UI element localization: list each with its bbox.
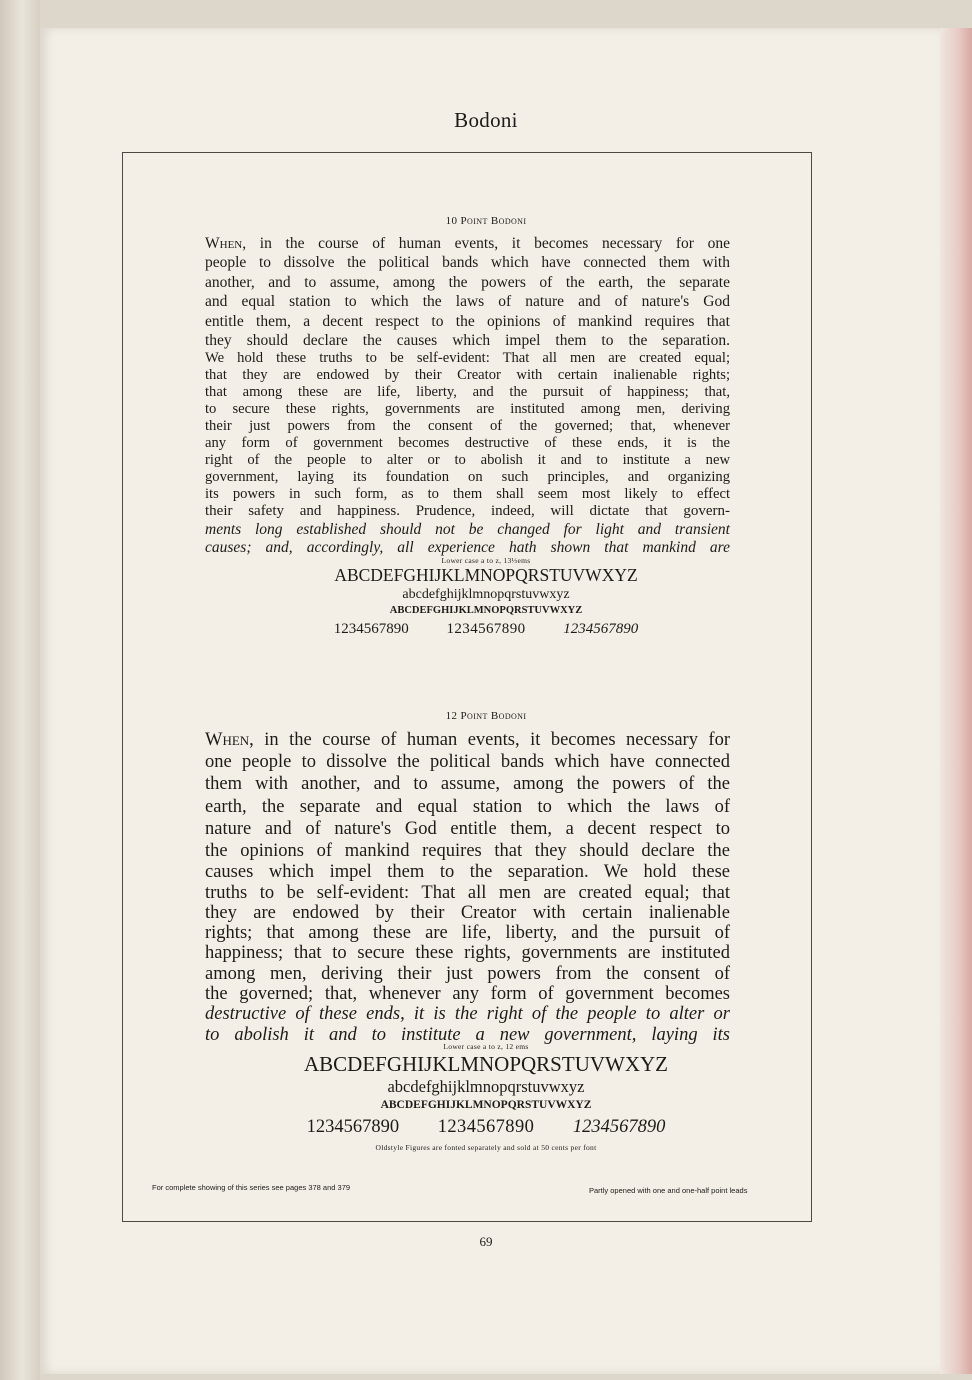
paragraph-line-italic: causes; and, accordingly, all experience hath shown that mankind are <box>205 538 730 556</box>
small-caps-alphabet-12pt: ABCDEFGHIJKLMNOPQRSTUVWXYZ <box>380 1099 592 1111</box>
paragraph-line: We hold these truths to be self-evident: That all men are created equal; <box>205 350 730 367</box>
paragraph-line: When, in the course of human events, it becomes necessary for <box>205 730 730 750</box>
running-head-title: Bodoni <box>454 108 518 132</box>
section-label-10pt: 10 Point Bodoni <box>445 215 527 227</box>
paragraph-line: people to dissolve the political bands which have connected them with <box>205 254 730 272</box>
italic-figures: 1234567890 <box>572 1117 666 1137</box>
lowercase-length-note-10pt: Lower case a to z, 13⅓ems <box>441 556 531 565</box>
page-number: 69 <box>479 1234 493 1249</box>
paragraph-line: earth, the separate and equal station to which the laws of <box>205 796 730 817</box>
book-spine-shadow <box>0 0 40 1380</box>
paragraph-line: them with another, and to assume, among the powers of the <box>205 774 730 795</box>
paragraph-line: any form of government becomes destructive of these ends, it is the <box>205 435 730 452</box>
paragraph-line: another, and to assume, among the powers of the earth, the separate <box>205 273 730 291</box>
paragraph-line: their just powers from the consent of the governed; that, whenever <box>205 418 730 435</box>
oldstyle-figures: 1234567890 <box>437 1117 535 1137</box>
paragraph-line: When, in the course of human events, it becomes necessary for one <box>205 235 730 252</box>
paragraph-line: right of the people to alter or to abolish it and to institute a new <box>205 452 730 469</box>
oldstyle-figures: 1234567890 <box>446 621 526 637</box>
paragraph-line: truths to be self-evident: That all men are created equal; that <box>205 882 730 903</box>
paragraph-line: one people to dissolve the political bands which have connected <box>205 752 730 773</box>
lowercase-alphabet-12pt: abcdefghijklmnopqrstuvwxyz <box>387 1077 585 1096</box>
lead-word: When, <box>205 730 254 750</box>
paragraph-line: and equal station to which the laws of nature and of nature's God <box>205 293 730 311</box>
footer-note-left: For complete showing of this series see pages 378 and 379 <box>152 1183 351 1192</box>
paragraph-line: the opinions of mankind requires that they should declare the <box>205 841 730 862</box>
paragraph-line-italic: destructive of these ends, it is the right of the people to alter or <box>205 1004 730 1025</box>
paragraph-line: rights; that among these are life, liberty, and the pursuit of <box>205 923 730 944</box>
paragraph-line: that they are endowed by their Creator with certain inalienable rights; <box>205 367 730 384</box>
lowercase-length-note-12pt: Lower case a to z, 12 ems <box>443 1042 529 1051</box>
lining-figures: 1234567890 <box>306 1117 400 1137</box>
paragraph-line: government, laying its foundation on such principles, and organizing <box>205 469 730 486</box>
section-label-12pt: 12 Point Bodoni <box>445 710 527 722</box>
figures-row-10pt <box>0 621 972 638</box>
caps-alphabet-12pt: ABCDEFGHIJKLMNOPQRSTUVWXYZ <box>303 1052 668 1076</box>
paragraph-line: they should declare the causes which impel them to the separation. <box>205 332 730 350</box>
oldstyle-figures-note: Oldstyle Figures are fonted separately and sold at 50 cents per font <box>375 1143 597 1152</box>
small-caps-alphabet-10pt: ABCDEFGHIJKLMNOPQRSTUVWXYZ <box>389 605 583 616</box>
page-edge <box>940 28 972 1374</box>
paragraph-line-italic: ments long established should not be changed for light and transient <box>205 520 730 538</box>
italic-figures: 1234567890 <box>563 621 639 637</box>
paragraph-line: its powers in such form, as to them shall seem most likely to effect <box>205 486 730 503</box>
paragraph-line: nature and of nature's God entitle them, a decent respect to <box>205 818 730 839</box>
lowercase-alphabet-10pt: abcdefghijklmnopqrstuvwxyz <box>402 587 570 602</box>
footer-note-right: Partly opened with one and one-half point leads <box>589 1186 748 1195</box>
paragraph-line: the governed; that, whenever any form of government becomes <box>205 984 730 1004</box>
paragraph-line: that among these are life, liberty, and the pursuit of happiness; that, <box>205 384 730 401</box>
paragraph-line: to secure these rights, governments are instituted among men, deriving <box>205 401 730 418</box>
paragraph-line: happiness; that to secure these rights, governments are instituted <box>205 943 730 964</box>
caps-alphabet-10pt: ABCDEFGHIJKLMNOPQRSTUVWXYZ <box>334 565 638 585</box>
paragraph-line: entitle them, a decent respect to the opinions of mankind requires that <box>205 312 730 330</box>
paragraph-line: causes which impel them to the separation. We hold these <box>205 862 730 883</box>
figures-row-12pt <box>0 1117 972 1138</box>
lead-word: When, <box>205 235 247 252</box>
lining-figures: 1234567890 <box>333 621 409 637</box>
paragraph-line: they are endowed by their Creator with certain inalienable <box>205 902 730 923</box>
specimen-paragraph-12pt <box>205 729 730 1045</box>
specimen-paragraph-10pt <box>205 234 730 557</box>
paragraph-line-italic: to abolish it and to institute a new government, laying its <box>205 1024 730 1045</box>
paragraph-line: their safety and happiness. Prudence, indeed, will dictate that govern- <box>205 503 730 520</box>
paragraph-line: among men, deriving their just powers from the consent of <box>205 963 730 984</box>
